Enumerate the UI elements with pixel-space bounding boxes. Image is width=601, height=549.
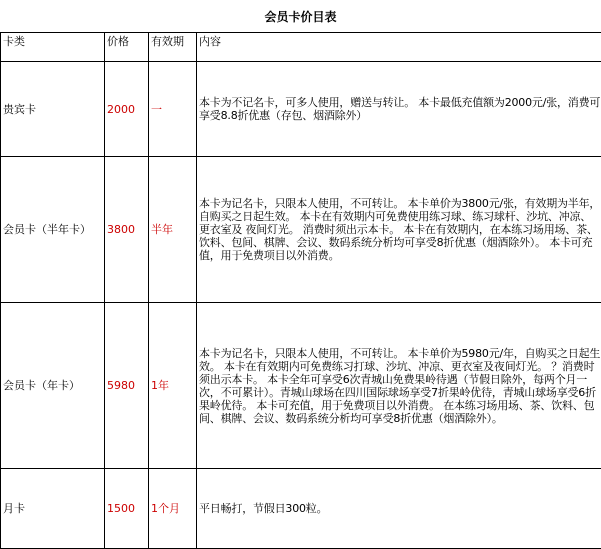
card-type-cell: 月卡 — [1, 469, 105, 549]
header-validity: 有效期 — [149, 33, 197, 62]
page-title: 会员卡价目表 — [0, 10, 601, 24]
price-cell: 2000 — [105, 62, 149, 157]
content-cell: 本卡为记名卡，只限本人使用，不可转让。 本卡单价为3800元/张，有效期为半年，自购买之日起生效。 本卡在有效期内可免费使用练习球、练习球杆、沙坑、冲凉、更衣室及 夜间灯光。 消费时须出示本卡。 本卡在有效期内，在本练习场用场、茶、饮料、包间、棋牌、会议、数码系统分析均可享受8折优惠（烟酒除外）。 本卡可充值，用于免费项目以外消费。 — [197, 157, 601, 303]
price-cell: 3800 — [105, 157, 149, 303]
header-card-type: 卡类 — [1, 33, 105, 62]
price-table — [0, 32, 601, 549]
card-type-cell: 贵宾卡 — [1, 62, 105, 157]
card-type-cell: 会员卡（年卡） — [1, 303, 105, 469]
table-row — [1, 62, 601, 157]
table-row — [1, 303, 601, 469]
validity-cell: 半年 — [149, 157, 197, 303]
content-cell: 平日畅打，节假日300粒。 — [197, 469, 601, 549]
card-type-cell: 会员卡（半年卡） — [1, 157, 105, 303]
content-cell: 本卡为记名卡，只限本人使用，不可转让。 本卡单价为5980元/年，自购买之日起生效。 本卡在有效期内可免费练习打球、沙坑、冲凉、更衣室及夜间灯光。 ？消费时须出示本卡。 本卡全年可享受6次青城山免费果岭待遇（节假日除外，每两个月一次，不可累计）。青城山球场在四川国际球场享受7折果岭优待，青城山球场享受6折果岭优待。 本卡可充值，用于免费项目以外消费。 在本练习场用场、茶、饮料、包间、棋牌、会议、数码系统分析均可享受8折优惠（烟酒除外）。 — [197, 303, 601, 469]
header-content: 内容 — [197, 33, 601, 62]
validity-cell: 1个月 — [149, 469, 197, 549]
validity-cell: 1年 — [149, 303, 197, 469]
table-header-row — [1, 33, 601, 62]
table-row — [1, 469, 601, 549]
price-cell: 1500 — [105, 469, 149, 549]
price-cell: 5980 — [105, 303, 149, 469]
table-row — [1, 157, 601, 303]
validity-cell: 一 — [149, 62, 197, 157]
header-price: 价格 — [105, 33, 149, 62]
content-cell: 本卡为不记名卡，可多人使用，赠送与转让。 本卡最低充值额为2000元/张，消费可享受8.8折优惠（存包、烟酒除外） — [197, 62, 601, 157]
